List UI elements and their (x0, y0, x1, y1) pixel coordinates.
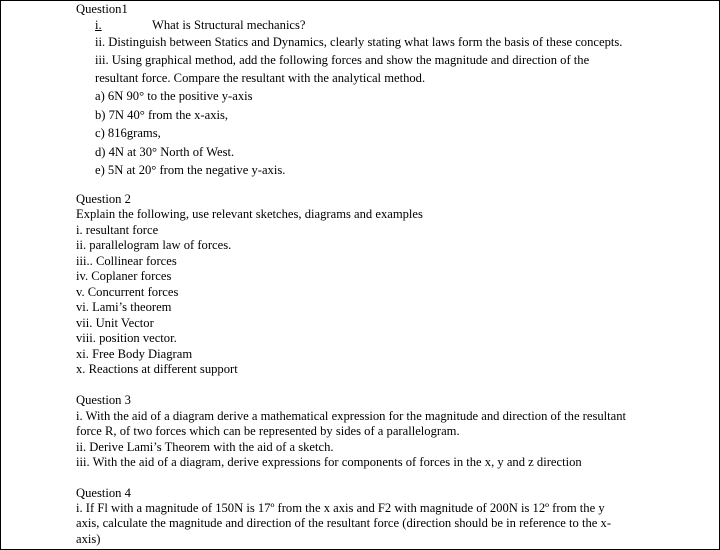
question-2-line: viii. position vector. (76, 331, 177, 345)
question-4-heading: Question 4 (76, 486, 131, 500)
question-2-line: x. Reactions at different support (76, 362, 238, 376)
question-2-line: xi. Free Body Diagram (76, 347, 193, 361)
question-3-line: iii. With the aid of a diagram, derive expressions for components of forces in the x, y and z direction (76, 455, 582, 469)
question-3-line: ii. Derive Lami’s Theorem with the aid of a sketch. (76, 440, 334, 454)
question-2-line: i. resultant force (76, 223, 159, 237)
item-i-text: What is Structural mechanics? (152, 18, 306, 32)
question-1-line: a) 6N 90° to the positive y-axis (95, 89, 253, 103)
question-2-line: ii. parallelogram law of forces. (76, 238, 232, 252)
question-1-item-i (95, 16, 306, 34)
question-1-line: resultant force. Compare the resultant with the analytical method. (95, 71, 426, 85)
question-3-line: force R, of two forces which can be represented by sides of a parallelogram. (76, 424, 460, 438)
question-1-line: e) 5N at 20° from the negative y-axis. (95, 163, 286, 177)
question-1-line: b) 7N 40° from the x-axis, (95, 108, 229, 122)
question-2-line: v. Concurrent forces (76, 285, 179, 299)
question-1-line: iii. Using graphical method, add the following forces and show the magnitude and direction of the (95, 53, 590, 67)
question-4-line: i. If Fl with a magnitude of 150N is 17º from the x axis and F2 with magnitude of 200N is 12º from the y (76, 501, 605, 515)
question-2-line: Explain the following, use relevant sketches, diagrams and examples (76, 207, 423, 221)
question-2-line: vii. Unit Vector (76, 316, 154, 330)
question-4-line: axis, calculate the magnitude and direction of the resultant force (direction should be in reference to the x- (76, 516, 612, 530)
question-1-line: d) 4N at 30° North of West. (95, 145, 235, 159)
question-2-heading: Question 2 (76, 192, 131, 206)
question-4-line: axis) (76, 532, 101, 546)
question-3-line: i. With the aid of a diagram derive a mathematical expression for the magnitude and direction of the resultant (76, 409, 627, 423)
question-2-line: iv. Coplaner forces (76, 269, 172, 283)
question-1-line: ii. Distinguish between Statics and Dynamics, clearly stating what laws form the basis of these concepts. (95, 35, 623, 49)
item-i-label: i. (95, 18, 102, 32)
question-1-heading: Question1 (76, 2, 128, 16)
question-2-line: iii.. Collinear forces (76, 254, 177, 268)
question-2-line: vi. Lami’s theorem (76, 300, 172, 314)
question-1-line: c) 816grams, (95, 126, 161, 140)
question-3-heading: Question 3 (76, 393, 131, 407)
